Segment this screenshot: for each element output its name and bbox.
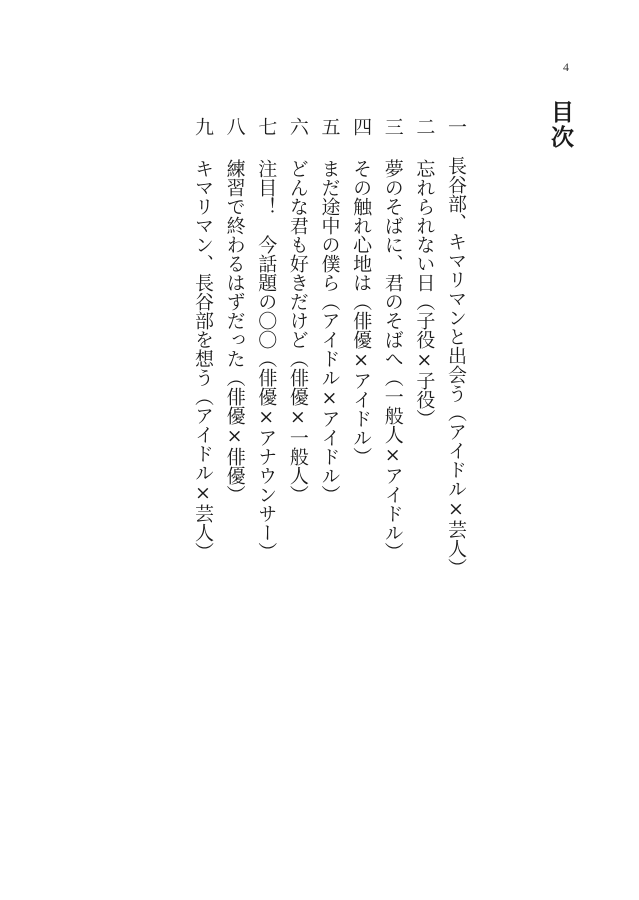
toc-entry-number: 一	[445, 117, 467, 136]
toc-entry-title: 長谷部、キマリマンと出会う（アイドル×芸人）	[445, 156, 467, 577]
toc-entry	[225, 117, 244, 577]
toc-entry-number: 三	[381, 117, 404, 136]
page-number: 4	[563, 60, 569, 74]
toc-list	[193, 117, 465, 577]
toc-title: 目次	[547, 100, 573, 150]
toc-entry	[413, 117, 436, 577]
toc-entry-number: 九	[192, 117, 214, 136]
toc-entry	[320, 117, 339, 577]
toc-entry-number: 五	[318, 117, 341, 136]
toc-entry	[288, 117, 307, 577]
toc-entry-title: キマリマン、長谷部を想う（アイドル×芸人）	[192, 159, 214, 561]
toc-entry-number: 二	[413, 117, 436, 136]
toc-entry-number: 八	[223, 117, 246, 136]
toc-entry-number: 四	[350, 117, 373, 136]
toc-entry-title: 夢のそばに、君のそばへ（一般人×アイドル）	[381, 159, 404, 561]
toc-entry-title: まだ途中の僕ら（アイドル×アイドル）	[318, 159, 341, 504]
toc-entry	[350, 117, 373, 577]
toc-entry-number: 七	[255, 117, 278, 136]
toc-entry	[383, 117, 402, 577]
toc-entry-title: 注目！ 今話題の〇〇（俳優×アナウンサー）	[255, 159, 278, 561]
toc-entry	[255, 117, 278, 577]
toc-entry-title: どんな君も好きだけど（俳優×一般人）	[286, 159, 309, 504]
toc-entry-number: 六	[286, 117, 309, 136]
toc-entry	[446, 117, 465, 577]
toc-entry-title: その触れ心地は（俳優×アイドル）	[350, 159, 373, 466]
toc-entry-title: 忘れられない日（子役×子役）	[413, 159, 436, 428]
toc-entry-title: 練習で終わるはずだった（俳優×俳優）	[223, 159, 246, 504]
toc-entry	[193, 117, 212, 577]
